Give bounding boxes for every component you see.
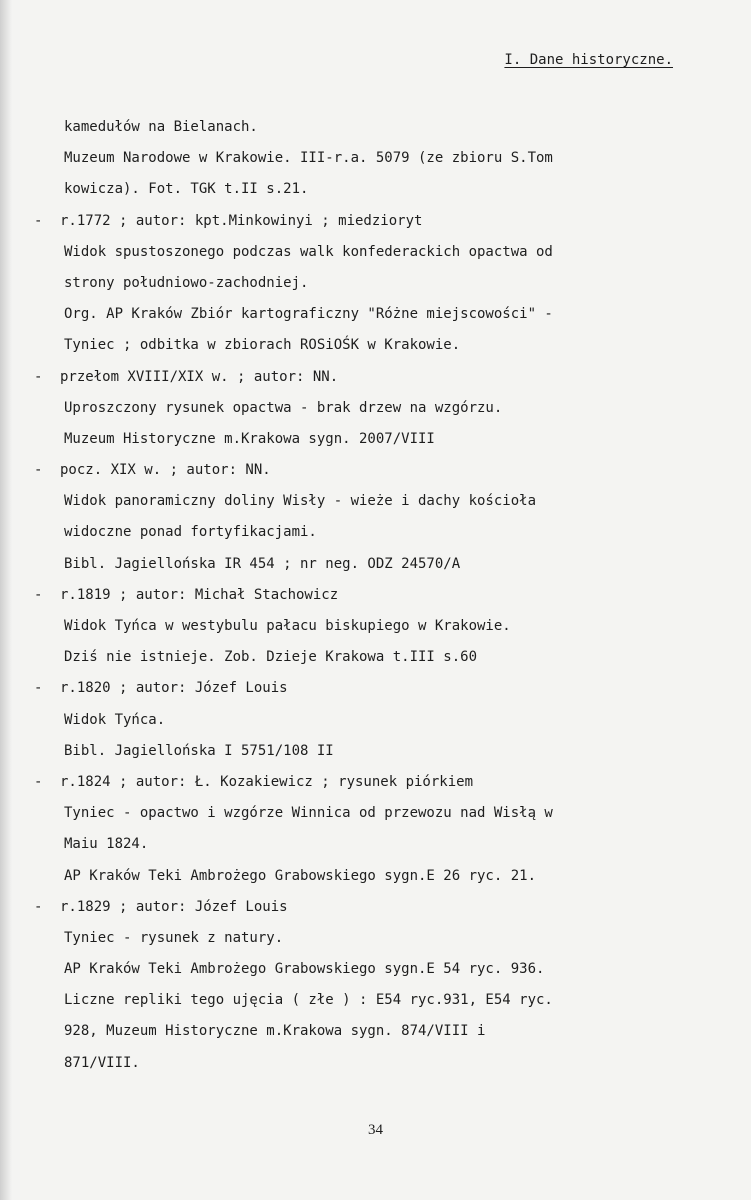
text-line bbox=[34, 330, 724, 361]
text-line bbox=[34, 112, 724, 143]
line-text: kamedułów na Bielanach. bbox=[64, 119, 258, 135]
document-body bbox=[34, 112, 724, 1079]
line-text: Maiu 1824. bbox=[64, 836, 149, 853]
line-text: 928, Muzeum Historyczne m.Krakowa sygn. 874/VIII i bbox=[64, 1023, 486, 1040]
line-text: Tyniec ; odbitka w zbiorach ROSiOŚK w Krakowie. bbox=[64, 337, 461, 354]
line-text: Uproszczony rysunek opactwa - brak drzew na wzgórzu. bbox=[64, 399, 503, 416]
text-line bbox=[34, 861, 724, 892]
line-text: Bibl. Jagiellońska IR 454 ; nr neg. ODZ 24570/A bbox=[64, 555, 461, 572]
line-text: Tyniec - rysunek z natury. bbox=[64, 929, 284, 946]
line-text: Widok Tyńca. bbox=[64, 711, 166, 728]
text-line bbox=[34, 549, 724, 580]
text-line bbox=[34, 923, 724, 954]
text-line bbox=[34, 517, 724, 548]
item-dash: - bbox=[34, 462, 43, 479]
list-item-line bbox=[34, 892, 724, 923]
line-text: r.1772 ; autor: kpt.Minkowinyi ; miedzioryt bbox=[60, 212, 423, 229]
page-edge-shadow bbox=[0, 0, 12, 1200]
text-line bbox=[34, 611, 724, 642]
line-text: Liczne repliki tego ujęcia ( złe ) : E54 ryc.931, E54 ryc. bbox=[64, 992, 553, 1009]
line-text: r.1829 ; autor: Józef Louis bbox=[60, 898, 288, 915]
line-text: Bibl. Jagiellońska I 5751/108 II bbox=[64, 742, 334, 759]
line-text: kowicza). Fot. TGK t.II s.21. bbox=[64, 181, 309, 198]
line-text: r.1819 ; autor: Michał Stachowicz bbox=[60, 586, 339, 603]
line-text: Widok Tyńca w westybulu pałacu biskupiego w Krakowie. bbox=[64, 618, 511, 634]
text-line bbox=[34, 486, 724, 517]
line-text: Dziś nie istnieje. Zob. Dzieje Krakowa t.III s.60 bbox=[64, 649, 478, 666]
text-line bbox=[34, 798, 724, 829]
text-line bbox=[34, 174, 724, 205]
line-text: Muzeum Narodowe w Krakowie. III-r.a. 5079 (ze zbioru S.Tom bbox=[64, 150, 553, 167]
item-dash: - bbox=[34, 586, 43, 603]
text-line bbox=[34, 1016, 724, 1047]
text-line bbox=[34, 736, 724, 767]
text-line bbox=[34, 143, 724, 174]
text-line bbox=[34, 424, 724, 455]
text-line bbox=[34, 299, 724, 330]
text-line bbox=[34, 237, 724, 268]
item-dash: - bbox=[34, 368, 43, 385]
list-item-line bbox=[34, 206, 724, 237]
section-header: I. Dane historyczne. bbox=[504, 52, 673, 68]
text-line bbox=[34, 268, 724, 299]
item-dash: - bbox=[34, 773, 43, 790]
item-dash: - bbox=[34, 212, 43, 229]
line-text: AP Kraków Teki Ambrożego Grabowskiego sygn.E 54 ryc. 936. bbox=[64, 961, 545, 978]
line-text: Widok spustoszonego podczas walk konfederackich opactwa od bbox=[64, 243, 553, 260]
text-line bbox=[34, 829, 724, 860]
text-line bbox=[34, 1048, 724, 1079]
line-text: Tyniec - opactwo i wzgórze Winnica od przewozu nad Wisłą w bbox=[64, 805, 553, 822]
line-text: 871/VIII. bbox=[64, 1054, 140, 1071]
list-item-line bbox=[34, 455, 724, 486]
line-text: r.1824 ; autor: Ł. Kozakiewicz ; rysunek piórkiem bbox=[60, 773, 474, 790]
text-line bbox=[34, 642, 724, 673]
text-line bbox=[34, 985, 724, 1016]
line-text: przełom XVIII/XIX w. ; autor: NN. bbox=[60, 368, 339, 385]
line-text: widoczne ponad fortyfikacjami. bbox=[64, 524, 317, 541]
text-line bbox=[34, 705, 724, 736]
list-item-line bbox=[34, 580, 724, 611]
line-text: pocz. XIX w. ; autor: NN. bbox=[60, 462, 271, 479]
line-text: r.1820 ; autor: Józef Louis bbox=[60, 680, 288, 697]
line-text: strony południowo-zachodniej. bbox=[64, 274, 309, 291]
item-dash: - bbox=[34, 680, 43, 697]
item-dash: - bbox=[34, 898, 43, 915]
list-item-line bbox=[34, 673, 724, 704]
page-number: 34 bbox=[368, 1122, 383, 1138]
text-line bbox=[34, 954, 724, 985]
list-item-line bbox=[34, 767, 724, 798]
line-text: Widok panoramiczny doliny Wisły - wieże i dachy kościoła bbox=[64, 493, 537, 510]
line-text: AP Kraków Teki Ambrożego Grabowskiego sygn.E 26 ryc. 21. bbox=[64, 867, 537, 884]
text-line bbox=[34, 393, 724, 424]
list-item-line bbox=[34, 362, 724, 393]
line-text: Muzeum Historyczne m.Krakowa sygn. 2007/VIII bbox=[64, 430, 435, 447]
line-text: Org. AP Kraków Zbiór kartograficzny "Różne miejscowości" - bbox=[64, 306, 553, 323]
